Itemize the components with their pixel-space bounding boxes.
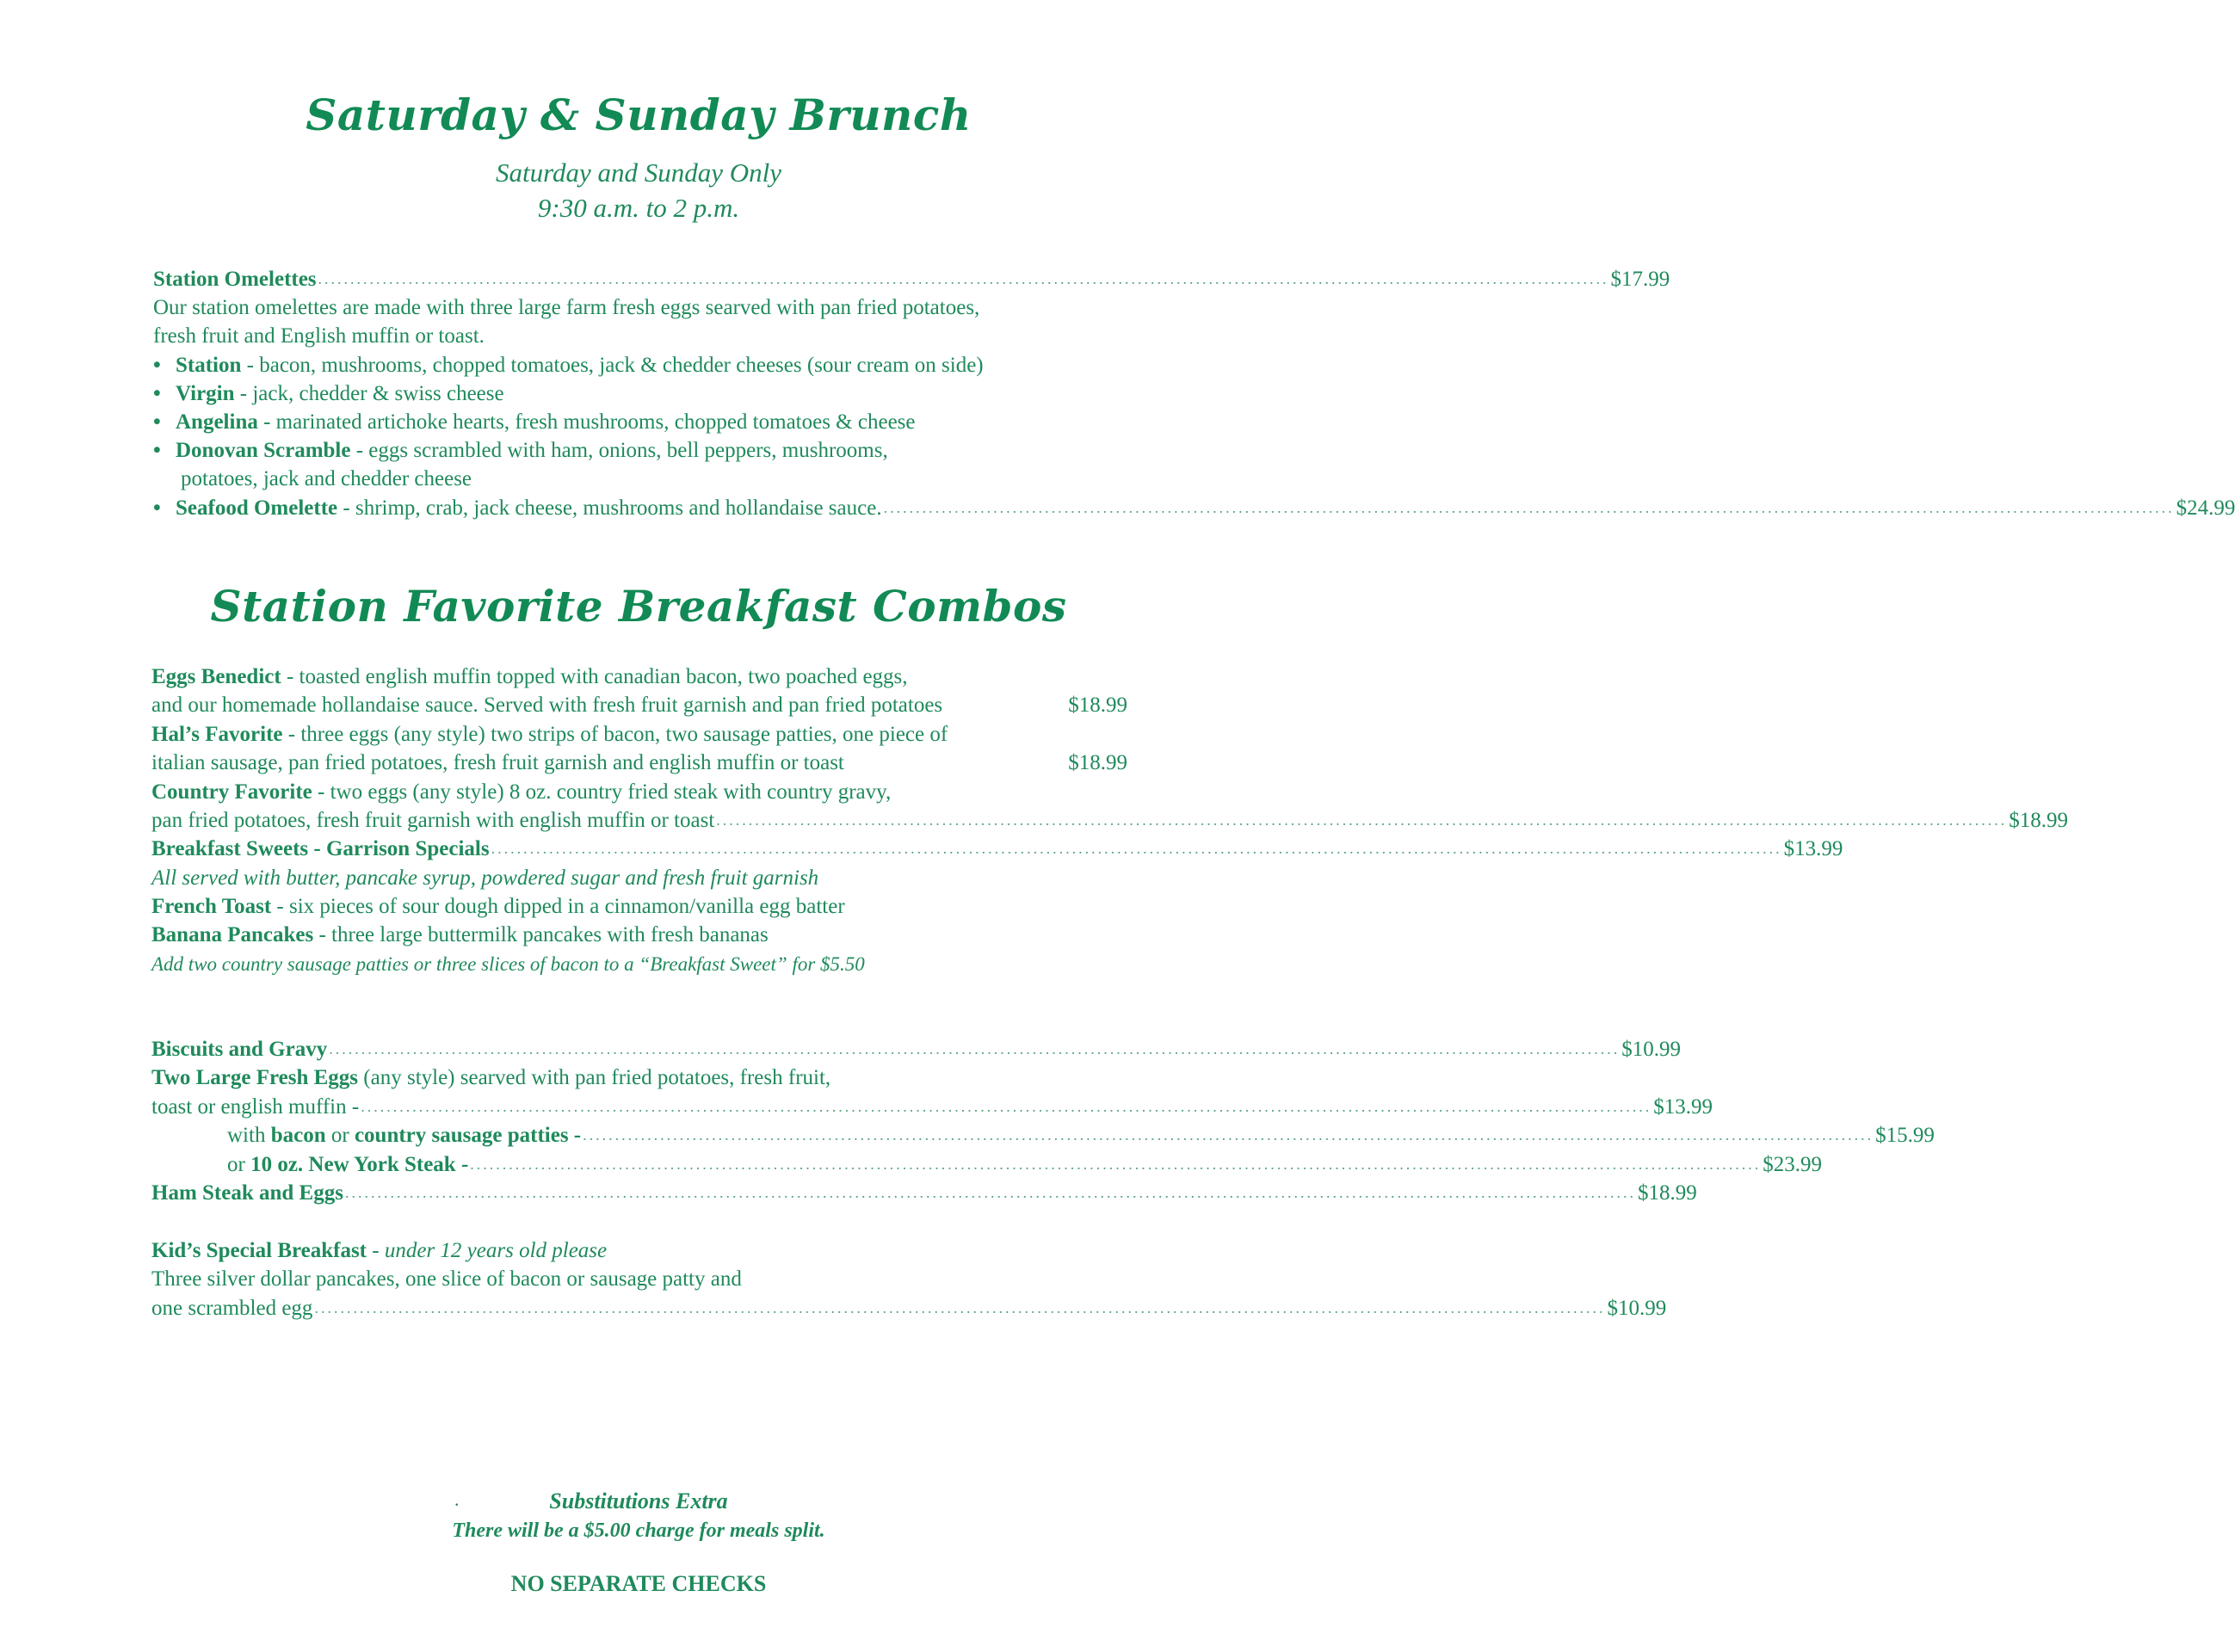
eggs-benedict-desc: - toasted english muffin topped with canadian bacon, two poached eggs, <box>281 665 908 688</box>
omelette-item <box>153 408 916 436</box>
omelette-item-desc: - jack, chedder & swiss cheese <box>234 382 504 405</box>
sausage-option: country sausage patties - <box>354 1124 582 1147</box>
separator: - <box>367 1239 385 1262</box>
omelette-item-desc: - bacon, mushrooms, chopped tomatoes, jack & chedder cheeses (sour cream on side) <box>241 354 984 377</box>
omelette-item-desc-cont: potatoes, jack and chedder cheese <box>181 467 472 490</box>
french-toast-name: French Toast <box>151 895 272 918</box>
eggs-benedict-desc-2: and our homemade hollandaise sauce. Served with fresh fruit garnish and pan fried potatoes <box>151 693 943 717</box>
omelette-item-name: Station <box>176 354 242 377</box>
kids-special-note: under 12 years old please <box>384 1239 608 1262</box>
two-eggs <box>151 1063 830 1092</box>
hals-favorite-price: $18.99 <box>1068 751 1127 774</box>
two-eggs-price: $13.99 <box>1653 1095 1713 1119</box>
ham-steak <box>151 1179 1697 1207</box>
omelettes-price: $17.99 <box>1610 268 1670 291</box>
biscuits-gravy-name: Biscuits and Gravy <box>151 1038 328 1061</box>
kids-special-name: Kid’s Special Breakfast <box>151 1239 367 1262</box>
sweets-addon: Add two country sausage patties or three slices of bacon to a “Breakfast Sweet” for $5.50 <box>151 953 865 975</box>
leader-dots: ........................................................................................................................................................................................................ <box>491 840 1782 857</box>
leader-dots: ........................................................................................................................................................................................................ <box>583 1126 1874 1143</box>
bullet: • <box>153 382 161 405</box>
omelette-item-name: Virgin <box>176 382 235 405</box>
brunch-hours: 9:30 a.m. to 2 p.m. <box>537 193 740 223</box>
breakfast-sweets-name: Breakfast Sweets - Garrison Specials <box>151 837 490 860</box>
or-text: or <box>325 1124 355 1147</box>
kids-desc-1: Three silver dollar pancakes, one slice of bacon or sausage patty and <box>151 1267 742 1291</box>
kids-price: $10.99 <box>1607 1297 1667 1320</box>
steak-price: $23.99 <box>1763 1153 1823 1176</box>
omelettes-name: Station Omelettes <box>153 268 317 291</box>
combos-title: Station Favorite Breakfast Combos <box>210 581 1067 632</box>
leader-dots: ........................................................................................................................................................................................................ <box>361 1098 1652 1115</box>
country-favorite-price: $18.99 <box>2009 809 2069 832</box>
kids-line-2 <box>151 1294 1667 1322</box>
omelette-item-name: Seafood Omelette <box>176 496 338 520</box>
leader-dots: ........................................................................................................................................................................................................ <box>318 270 1609 287</box>
bullet: • <box>153 496 161 520</box>
sweets-note: All served with butter, pancake syrup, powdered sugar and fresh fruit garnish <box>151 866 819 890</box>
leader-dots: ........................................................................................................................................................................................................ <box>470 1156 1762 1173</box>
biscuits-gravy <box>151 1035 1681 1063</box>
ham-steak-price: $18.99 <box>1637 1181 1697 1205</box>
omelette-item-name: Donovan Scramble <box>176 439 351 462</box>
country-favorite <box>151 778 891 806</box>
omelette-item <box>153 436 888 465</box>
leader-dots: ........................................................................................................................................................................................................ <box>883 499 2175 516</box>
french-toast <box>151 892 845 921</box>
banana-pancakes-name: Banana Pancakes <box>151 923 314 946</box>
omelette-item <box>153 379 504 408</box>
bullet: • <box>153 410 161 434</box>
banana-pancakes <box>151 921 769 949</box>
brunch-title: Saturday & Sunday Brunch <box>306 89 972 140</box>
ham-steak-name: Ham Steak and Eggs <box>151 1181 343 1205</box>
omelette-item-desc: - eggs scrambled with ham, onions, bell peppers, mushrooms, <box>350 439 888 462</box>
steak-option: 10 oz. New York Steak - <box>250 1153 469 1176</box>
omelette-item-desc: - shrimp, crab, jack cheese, mushrooms and hollandaise sauce. <box>337 496 882 520</box>
with-steak <box>227 1150 1823 1179</box>
two-eggs-desc-2: toast or english muffin - <box>151 1095 360 1119</box>
country-favorite-desc-2: pan fried potatoes, fresh fruit garnish with english muffin or toast <box>151 809 715 832</box>
bacon-sausage-price: $15.99 <box>1875 1124 1935 1147</box>
hals-favorite-desc-2: italian sausage, pan fried potatoes, fresh fruit garnish and english muffin or toast <box>151 751 844 774</box>
omelette-item-name: Angelina <box>176 410 258 434</box>
eggs-benedict-name: Eggs Benedict <box>151 665 281 688</box>
country-favorite-name: Country Favorite <box>151 780 312 804</box>
eggs-benedict-line-2 <box>151 691 1127 719</box>
leader-dots: ........................................................................................................................................................................................................ <box>716 811 2008 829</box>
country-favorite-desc: - two eggs (any style) 8 oz. country fried steak with country gravy, <box>312 780 892 804</box>
breakfast-sweets <box>151 835 1843 863</box>
omelettes-desc-2: fresh fruit and English muffin or toast. <box>153 324 485 348</box>
kids-desc-2: one scrambled egg <box>151 1297 313 1320</box>
banana-pancakes-desc: - three large buttermilk pancakes with fresh bananas <box>313 923 769 946</box>
leader-dots: ........................................................................................................................................................................................................ <box>329 1040 1621 1057</box>
bullet: • <box>153 439 161 462</box>
hals-favorite-line-2 <box>151 749 1127 777</box>
hals-favorite <box>151 720 948 749</box>
two-eggs-desc: (any style) searved with pan fried potatoes, fresh fruit, <box>358 1066 831 1089</box>
or-text: or <box>227 1153 251 1176</box>
kids-special <box>151 1236 607 1265</box>
brunch-days: Saturday and Sunday Only <box>495 157 782 188</box>
leader-dots: ........................................................................................................................................................................................................ <box>314 1299 1606 1316</box>
french-toast-desc: - six pieces of sour dough dipped in a cinnamon/vanilla egg batter <box>271 895 845 918</box>
omelette-item-desc: - marinated artichoke hearts, fresh mushrooms, chopped tomatoes & cheese <box>257 410 916 434</box>
seafood-price: $24.99 <box>2176 496 2235 520</box>
footer-dot: . <box>454 1489 460 1510</box>
breakfast-sweets-price: $13.99 <box>1783 837 1843 860</box>
omelettes-header <box>153 265 1670 293</box>
country-favorite-line-2 <box>151 806 2069 835</box>
leader-dots: ........................................................................................................................................................................................................ <box>344 1184 1636 1201</box>
with-bacon-sausage <box>227 1121 1935 1150</box>
split-charge: There will be a $5.00 charge for meals split. <box>452 1519 825 1542</box>
biscuits-gravy-price: $10.99 <box>1621 1038 1681 1061</box>
omelettes-desc-1: Our station omelettes are made with three large farm fresh eggs searved with pan fried potatoes, <box>153 296 980 319</box>
eggs-benedict-price: $18.99 <box>1068 693 1127 717</box>
two-eggs-name: Two Large Fresh Eggs <box>151 1066 359 1089</box>
eggs-benedict <box>151 663 908 691</box>
two-eggs-line-2 <box>151 1093 1713 1121</box>
omelette-item <box>153 494 2235 522</box>
substitutions-extra: Substitutions Extra <box>549 1489 728 1513</box>
omelette-item <box>153 351 984 379</box>
bacon-option: bacon <box>270 1124 326 1147</box>
bullet: • <box>153 354 161 377</box>
no-separate-checks: NO SEPARATE CHECKS <box>510 1571 767 1596</box>
with-text: with <box>227 1124 271 1147</box>
hals-favorite-name: Hal’s Favorite <box>151 723 283 746</box>
hals-favorite-desc: - three eggs (any style) two strips of bacon, two sausage patties, one piece of <box>282 723 948 746</box>
